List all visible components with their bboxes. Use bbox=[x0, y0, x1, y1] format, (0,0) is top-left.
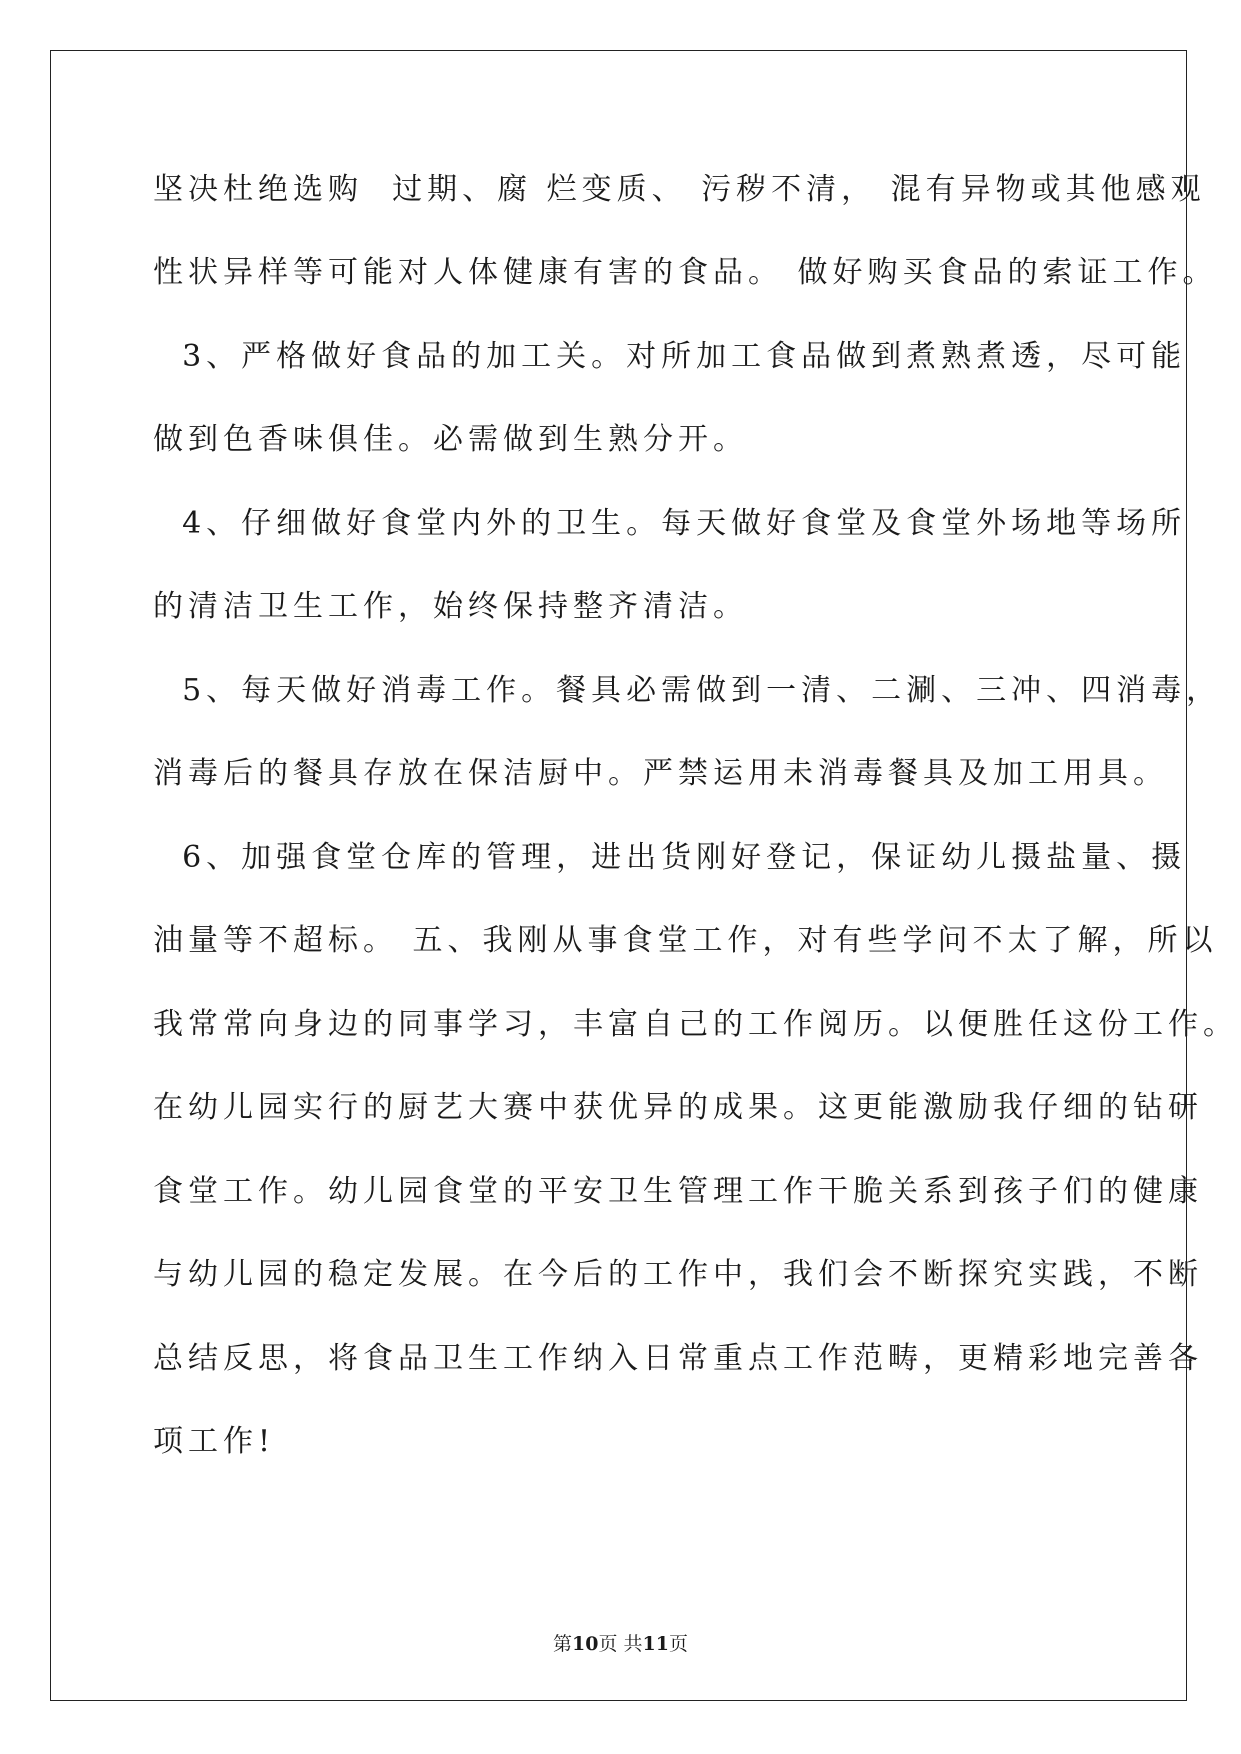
page-prefix: 第 bbox=[553, 1633, 573, 1655]
body-text-line: 消毒后的餐具存放在保洁厨中。严禁运用未消毒餐具及加工用具。 bbox=[153, 756, 1168, 791]
body-text-line: 5、每天做好消毒工作。餐具必需做到一清、二涮、三冲、四消毒， bbox=[153, 673, 1222, 708]
body-text-line: 性状异样等可能对人体健康有害的食品。 做好购买食品的索证工作。 bbox=[153, 255, 1218, 290]
body-text-line: 项工作! bbox=[153, 1424, 276, 1459]
body-text-line: 油量等不超标。 五、我刚从事食堂工作，对有些学问不太了解，所以 bbox=[153, 923, 1218, 958]
body-text-line: 总结反思，将食品卫生工作纳入日常重点工作范畴，更精彩地完善各 bbox=[153, 1341, 1203, 1376]
body-text-line: 3、严格做好食品的加工关。对所加工食品做到煮熟煮透，尽可能 bbox=[153, 339, 1187, 374]
page-suffix: 页 bbox=[668, 1633, 688, 1655]
body-text-line: 食堂工作。幼儿园食堂的平安卫生管理工作干脆关系到孩子们的健康 bbox=[153, 1174, 1203, 1209]
body-text-line: 我常常向身边的同事学习，丰富自己的工作阅历。以便胜任这份工作。 bbox=[153, 1007, 1238, 1042]
page-current: 10 bbox=[572, 1633, 599, 1655]
body-text-line: 与幼儿园的稳定发展。在今后的工作中，我们会不断探究实践，不断 bbox=[153, 1257, 1203, 1292]
body-text-line: 坚决杜绝选购 过期、腐 烂变质、 污秽不清， 混有异物或其他感观 bbox=[153, 172, 1206, 207]
body-text-line: 6、加强食堂仓库的管理，进出货刚好登记，保证幼儿摄盐量、摄 bbox=[153, 840, 1187, 875]
body-text-line: 4、仔细做好食堂内外的卫生。每天做好食堂及食堂外场地等场所 bbox=[153, 506, 1187, 541]
page-mid: 页 共 bbox=[598, 1633, 643, 1655]
body-text-line: 在幼儿园实行的厨艺大赛中获优异的成果。这更能激励我仔细的钻研 bbox=[153, 1090, 1203, 1125]
body-text-line: 的清洁卫生工作，始终保持整齐清洁。 bbox=[153, 589, 748, 624]
page-number-footer bbox=[0, 1632, 1241, 1656]
body-text-line: 做到色香味俱佳。必需做到生熟分开。 bbox=[153, 422, 748, 457]
page-total: 11 bbox=[642, 1633, 669, 1655]
